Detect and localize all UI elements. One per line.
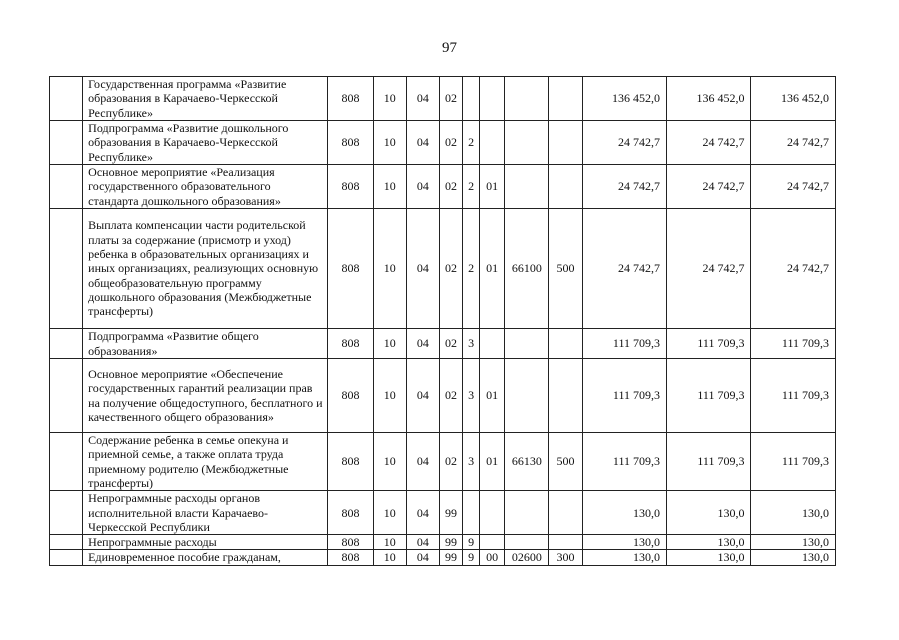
subsection-code: 04 — [406, 209, 439, 329]
table-row — [50, 209, 836, 329]
direction-code: 02600 — [505, 550, 549, 565]
amount-year-3: 111 709,3 — [751, 359, 836, 433]
section-code: 10 — [373, 77, 406, 121]
subprogram-code: 9 — [463, 550, 480, 565]
amount-year-2: 24 742,7 — [667, 121, 751, 165]
ministry-code: 808 — [328, 433, 373, 491]
ministry-code: 808 — [328, 329, 373, 359]
expense-name: Единовременное пособие гражданам, — [83, 550, 328, 565]
expense-type-code — [549, 165, 582, 209]
amount-year-3: 111 709,3 — [751, 329, 836, 359]
expense-type-code — [549, 491, 582, 535]
expense-type-code — [549, 77, 582, 121]
ministry-code: 808 — [328, 491, 373, 535]
direction-code — [505, 165, 549, 209]
direction-code: 66100 — [505, 209, 549, 329]
subsection-code: 04 — [406, 329, 439, 359]
expense-type-code — [549, 535, 582, 550]
section-code: 10 — [373, 121, 406, 165]
amount-year-2: 130,0 — [667, 535, 751, 550]
program-code: 99 — [439, 550, 462, 565]
subsection-code: 04 — [406, 491, 439, 535]
page-number: 97 — [442, 40, 457, 56]
amount-year-1: 24 742,7 — [582, 165, 666, 209]
subprogram-code — [463, 77, 480, 121]
activity-code: 01 — [480, 209, 505, 329]
direction-code — [505, 359, 549, 433]
margin-cell — [50, 165, 83, 209]
activity-code: 01 — [480, 359, 505, 433]
table-row — [50, 77, 836, 121]
amount-year-2: 24 742,7 — [667, 209, 751, 329]
direction-code — [505, 329, 549, 359]
ministry-code: 808 — [328, 77, 373, 121]
program-code: 99 — [439, 491, 462, 535]
ministry-code: 808 — [328, 535, 373, 550]
subsection-code: 04 — [406, 535, 439, 550]
section-code: 10 — [373, 433, 406, 491]
subsection-code: 04 — [406, 165, 439, 209]
budget-table-body — [50, 77, 836, 566]
margin-cell — [50, 121, 83, 165]
table-row — [50, 433, 836, 491]
amount-year-2: 24 742,7 — [667, 165, 751, 209]
subprogram-code: 3 — [463, 359, 480, 433]
program-code: 02 — [439, 329, 462, 359]
activity-code — [480, 491, 505, 535]
subprogram-code: 3 — [463, 329, 480, 359]
amount-year-1: 24 742,7 — [582, 121, 666, 165]
table-row — [50, 165, 836, 209]
table-row — [50, 491, 836, 535]
subsection-code: 04 — [406, 121, 439, 165]
table-row — [50, 121, 836, 165]
table-row — [50, 535, 836, 550]
program-code: 99 — [439, 535, 462, 550]
amount-year-1: 111 709,3 — [582, 329, 666, 359]
direction-code — [505, 535, 549, 550]
expense-name: Основное мероприятие «Реализация государственного образовательного стандарта дошкольного образования» — [83, 165, 328, 209]
expense-name: Содержание ребенка в семье опекуна и приемной семье, а также оплата труда приемному родителю (Межбюджетные трансферты) — [83, 433, 328, 491]
margin-cell — [50, 359, 83, 433]
activity-code — [480, 121, 505, 165]
subsection-code: 04 — [406, 359, 439, 433]
program-code: 02 — [439, 77, 462, 121]
amount-year-2: 111 709,3 — [667, 433, 751, 491]
margin-cell — [50, 535, 83, 550]
subprogram-code: 2 — [463, 165, 480, 209]
amount-year-3: 130,0 — [751, 491, 836, 535]
expense-type-code: 500 — [549, 209, 582, 329]
subprogram-code: 9 — [463, 535, 480, 550]
ministry-code: 808 — [328, 121, 373, 165]
amount-year-2: 130,0 — [667, 491, 751, 535]
ministry-code: 808 — [328, 359, 373, 433]
section-code: 10 — [373, 209, 406, 329]
program-code: 02 — [439, 433, 462, 491]
section-code: 10 — [373, 165, 406, 209]
amount-year-2: 111 709,3 — [667, 329, 751, 359]
amount-year-3: 130,0 — [751, 550, 836, 565]
subsection-code: 04 — [406, 77, 439, 121]
amount-year-1: 130,0 — [582, 491, 666, 535]
activity-code: 01 — [480, 433, 505, 491]
expense-type-code — [549, 329, 582, 359]
expense-name: Непрограммные расходы органов исполнительной власти Карачаево-Черкесской Республики — [83, 491, 328, 535]
activity-code — [480, 329, 505, 359]
amount-year-3: 130,0 — [751, 535, 836, 550]
amount-year-2: 136 452,0 — [667, 77, 751, 121]
amount-year-3: 136 452,0 — [751, 77, 836, 121]
amount-year-1: 130,0 — [582, 550, 666, 565]
activity-code — [480, 535, 505, 550]
expense-type-code — [549, 121, 582, 165]
expense-name: Непрограммные расходы — [83, 535, 328, 550]
ministry-code: 808 — [328, 165, 373, 209]
amount-year-2: 130,0 — [667, 550, 751, 565]
amount-year-1: 130,0 — [582, 535, 666, 550]
activity-code — [480, 77, 505, 121]
program-code: 02 — [439, 359, 462, 433]
direction-code — [505, 77, 549, 121]
amount-year-3: 111 709,3 — [751, 433, 836, 491]
table-row — [50, 329, 836, 359]
amount-year-1: 111 709,3 — [582, 359, 666, 433]
section-code: 10 — [373, 329, 406, 359]
expense-type-code: 500 — [549, 433, 582, 491]
amount-year-1: 111 709,3 — [582, 433, 666, 491]
subprogram-code: 2 — [463, 209, 480, 329]
margin-cell — [50, 209, 83, 329]
margin-cell — [50, 491, 83, 535]
direction-code: 66130 — [505, 433, 549, 491]
section-code: 10 — [373, 359, 406, 433]
section-code: 10 — [373, 550, 406, 565]
amount-year-3: 24 742,7 — [751, 209, 836, 329]
program-code: 02 — [439, 209, 462, 329]
amount-year-3: 24 742,7 — [751, 121, 836, 165]
table-row — [50, 359, 836, 433]
amount-year-2: 111 709,3 — [667, 359, 751, 433]
subprogram-code — [463, 491, 480, 535]
margin-cell — [50, 77, 83, 121]
margin-cell — [50, 329, 83, 359]
section-code: 10 — [373, 491, 406, 535]
subprogram-code: 3 — [463, 433, 480, 491]
margin-cell — [50, 550, 83, 565]
subsection-code: 04 — [406, 550, 439, 565]
expense-name: Выплата компенсации части родительской платы за содержание (присмотр и уход) ребенка в образовательных организациях и иных организациях, реализующих основную общеобразовательную программу дошкольного образования (Межбюджетные трансферты) — [83, 209, 328, 329]
program-code: 02 — [439, 165, 462, 209]
ministry-code: 808 — [328, 209, 373, 329]
amount-year-1: 136 452,0 — [582, 77, 666, 121]
activity-code: 01 — [480, 165, 505, 209]
subsection-code: 04 — [406, 433, 439, 491]
amount-year-3: 24 742,7 — [751, 165, 836, 209]
program-code: 02 — [439, 121, 462, 165]
amount-year-1: 24 742,7 — [582, 209, 666, 329]
expense-type-code: 300 — [549, 550, 582, 565]
expense-name: Государственная программа «Развитие образования в Карачаево-Черкесской Республике» — [83, 77, 328, 121]
section-code: 10 — [373, 535, 406, 550]
margin-cell — [50, 433, 83, 491]
direction-code — [505, 121, 549, 165]
ministry-code: 808 — [328, 550, 373, 565]
direction-code — [505, 491, 549, 535]
expense-type-code — [549, 359, 582, 433]
expense-name: Подпрограмма «Развитие общего образования» — [83, 329, 328, 359]
expense-name: Подпрограмма «Развитие дошкольного образования в Карачаево-Черкесской Республике» — [83, 121, 328, 165]
budget-table — [49, 76, 836, 566]
table-row — [50, 550, 836, 565]
subprogram-code: 2 — [463, 121, 480, 165]
expense-name: Основное мероприятие «Обеспечение государственных гарантий реализации прав на получение общедоступного, бесплатного и качественного общего образования» — [83, 359, 328, 433]
activity-code: 00 — [480, 550, 505, 565]
